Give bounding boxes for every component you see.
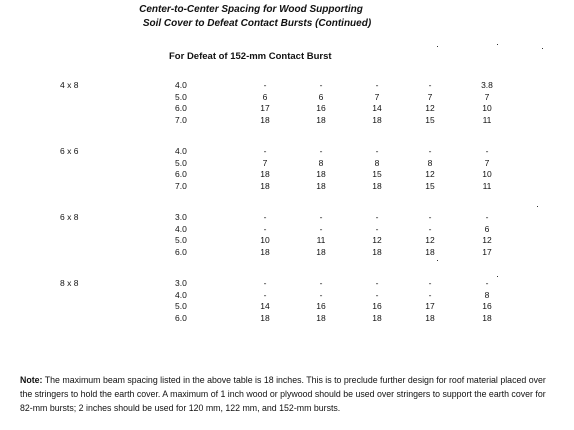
table-title-line-2: Soil Cover to Defeat Contact Bursts (Continued) (142, 18, 372, 29)
spacing-value-cell: - (485, 212, 489, 222)
scan-speck (437, 46, 438, 47)
spacing-value-cell: - (375, 289, 379, 300)
cover-thickness: 6.0 (175, 247, 187, 258)
spacing-value-cell: - (263, 278, 267, 288)
cover-thickness: 5.0 (175, 157, 187, 168)
spacing-value-cell: - (263, 223, 267, 234)
note-label: Note: (20, 375, 43, 385)
spacing-value-cell: 18 (260, 247, 270, 258)
spacing-value-cell: 8 (374, 157, 380, 168)
note-text: The maximum beam spacing listed in the above table is 18 inches. This is to preclude further design for roof material placed over the stringers to hold the earth cover. A maximum of 1 inch wood or plywood should be used over stringers to support the earth cover for 82-mm bursts; 2 inches should be used for 120 mm, 122 mm, and 152-mm bursts. (20, 375, 546, 413)
spacing-value-cell: 18 (425, 247, 435, 258)
spacing-value-cell: 12 (425, 169, 435, 180)
scan-speck (542, 48, 543, 49)
spacing-value-cell: 17 (482, 247, 492, 258)
spacing-value-cell: - (319, 289, 323, 300)
spacing-value-cell: - (319, 146, 323, 156)
beam-size-label: 6 x 8 (60, 212, 79, 222)
spacing-value-cell: 18 (372, 181, 382, 192)
spacing-value-cell: - (375, 80, 379, 90)
spacing-value-cell: 18 (260, 181, 270, 192)
spacing-value-cell: - (263, 146, 267, 156)
spacing-value-cell: 16 (316, 301, 326, 312)
spacing-value-cell: 18 (260, 169, 270, 180)
spacing-value-cell: 15 (372, 169, 382, 180)
spacing-value-cell: 17 (425, 301, 435, 312)
spacing-value-cell: 16 (482, 301, 492, 312)
cover-thickness: 4.0 (175, 223, 187, 234)
table-subtitle: For Defeat of 152-mm Contact Burst (169, 51, 332, 62)
cover-thickness: 6.0 (175, 103, 187, 114)
spacing-value-cell: - (375, 278, 379, 288)
spacing-value-cell: 15 (425, 115, 435, 126)
spacing-value-cell: 8 (318, 157, 324, 168)
spacing-value-cell: 8 (484, 289, 490, 300)
spacing-value-cell: - (428, 223, 432, 234)
scan-speck (497, 276, 498, 277)
spacing-value-cell: 18 (316, 313, 326, 324)
spacing-value-cell: 3.8 (481, 80, 493, 90)
spacing-value-cell: 14 (372, 103, 382, 114)
spacing-value-cell: - (263, 289, 267, 300)
spacing-value-cell: 17 (260, 103, 270, 114)
note-paragraph (20, 373, 550, 415)
spacing-value-cell: 7 (484, 157, 490, 168)
spacing-value-cell: - (428, 289, 432, 300)
cover-thickness: 4.0 (175, 146, 187, 156)
spacing-value-cell: 18 (482, 313, 492, 324)
spacing-value-cell: 7 (427, 91, 433, 102)
spacing-value-cell: 7 (262, 157, 268, 168)
spacing-value-cell: 7 (374, 91, 380, 102)
spacing-value-cell: 7 (484, 91, 490, 102)
spacing-value-cell: 18 (372, 247, 382, 258)
cover-thickness: 4.0 (175, 80, 187, 90)
spacing-value-cell: 10 (482, 169, 492, 180)
beam-size-label: 8 x 8 (60, 278, 79, 288)
spacing-value-cell: 11 (482, 115, 492, 126)
spacing-value-cell: - (375, 146, 379, 156)
spacing-value-cell: 18 (372, 115, 382, 126)
spacing-value-cell: 18 (372, 313, 382, 324)
spacing-value-cell: - (375, 223, 379, 234)
spacing-value-cell: - (319, 212, 323, 222)
spacing-value-cell: - (319, 80, 323, 90)
spacing-value-cell: - (375, 212, 379, 222)
spacing-value-cell: - (319, 278, 323, 288)
spacing-value-cell: 18 (316, 115, 326, 126)
spacing-value-cell: 6 (262, 91, 268, 102)
spacing-value-cell: 18 (316, 247, 326, 258)
spacing-value-cell: - (263, 80, 267, 90)
spacing-value-cell: 6 (318, 91, 324, 102)
spacing-value-cell: 12 (425, 235, 435, 246)
cover-thickness: 5.0 (175, 91, 187, 102)
spacing-value-cell: - (485, 278, 489, 288)
spacing-value-cell: 11 (316, 235, 326, 246)
cover-thickness: 3.0 (175, 278, 187, 288)
spacing-value-cell: 10 (260, 235, 270, 246)
spacing-value-cell: 6 (484, 223, 490, 234)
spacing-value-cell: 15 (425, 181, 435, 192)
spacing-value-cell: 18 (316, 181, 326, 192)
scan-speck (437, 260, 438, 261)
spacing-value-cell: 12 (372, 235, 382, 246)
spacing-value-cell: 18 (260, 115, 270, 126)
spacing-value-cell: 18 (425, 313, 435, 324)
scan-speck (537, 206, 538, 207)
cover-thickness: 7.0 (175, 115, 187, 126)
spacing-value-cell: 16 (316, 103, 326, 114)
spacing-value-cell: - (319, 223, 323, 234)
spacing-value-cell: - (428, 80, 432, 90)
cover-thickness: 5.0 (175, 235, 187, 246)
spacing-value-cell: - (428, 278, 432, 288)
spacing-value-cell: - (263, 212, 267, 222)
spacing-value-cell: 18 (316, 169, 326, 180)
cover-thickness: 3.0 (175, 212, 187, 222)
cover-thickness: 6.0 (175, 313, 187, 324)
table-title-line-1: Center-to-Center Spacing for Wood Supporting (139, 4, 363, 15)
spacing-value-cell: - (428, 146, 432, 156)
spacing-value-cell: 8 (427, 157, 433, 168)
spacing-value-cell: 18 (260, 313, 270, 324)
cover-thickness: 6.0 (175, 169, 187, 180)
spacing-value-cell: - (485, 146, 489, 156)
beam-size-label: 6 x 6 (60, 146, 79, 156)
spacing-value-cell: - (428, 212, 432, 222)
spacing-value-cell: 14 (260, 301, 270, 312)
beam-size-label: 4 x 8 (60, 80, 79, 90)
cover-thickness: 5.0 (175, 301, 187, 312)
cover-thickness: 7.0 (175, 181, 187, 192)
spacing-value-cell: 16 (372, 301, 382, 312)
spacing-value-cell: 12 (482, 235, 492, 246)
scan-speck (497, 44, 498, 45)
spacing-value-cell: 10 (482, 103, 492, 114)
cover-thickness: 4.0 (175, 289, 187, 300)
spacing-value-cell: 12 (425, 103, 435, 114)
spacing-value-cell: 11 (482, 181, 492, 192)
